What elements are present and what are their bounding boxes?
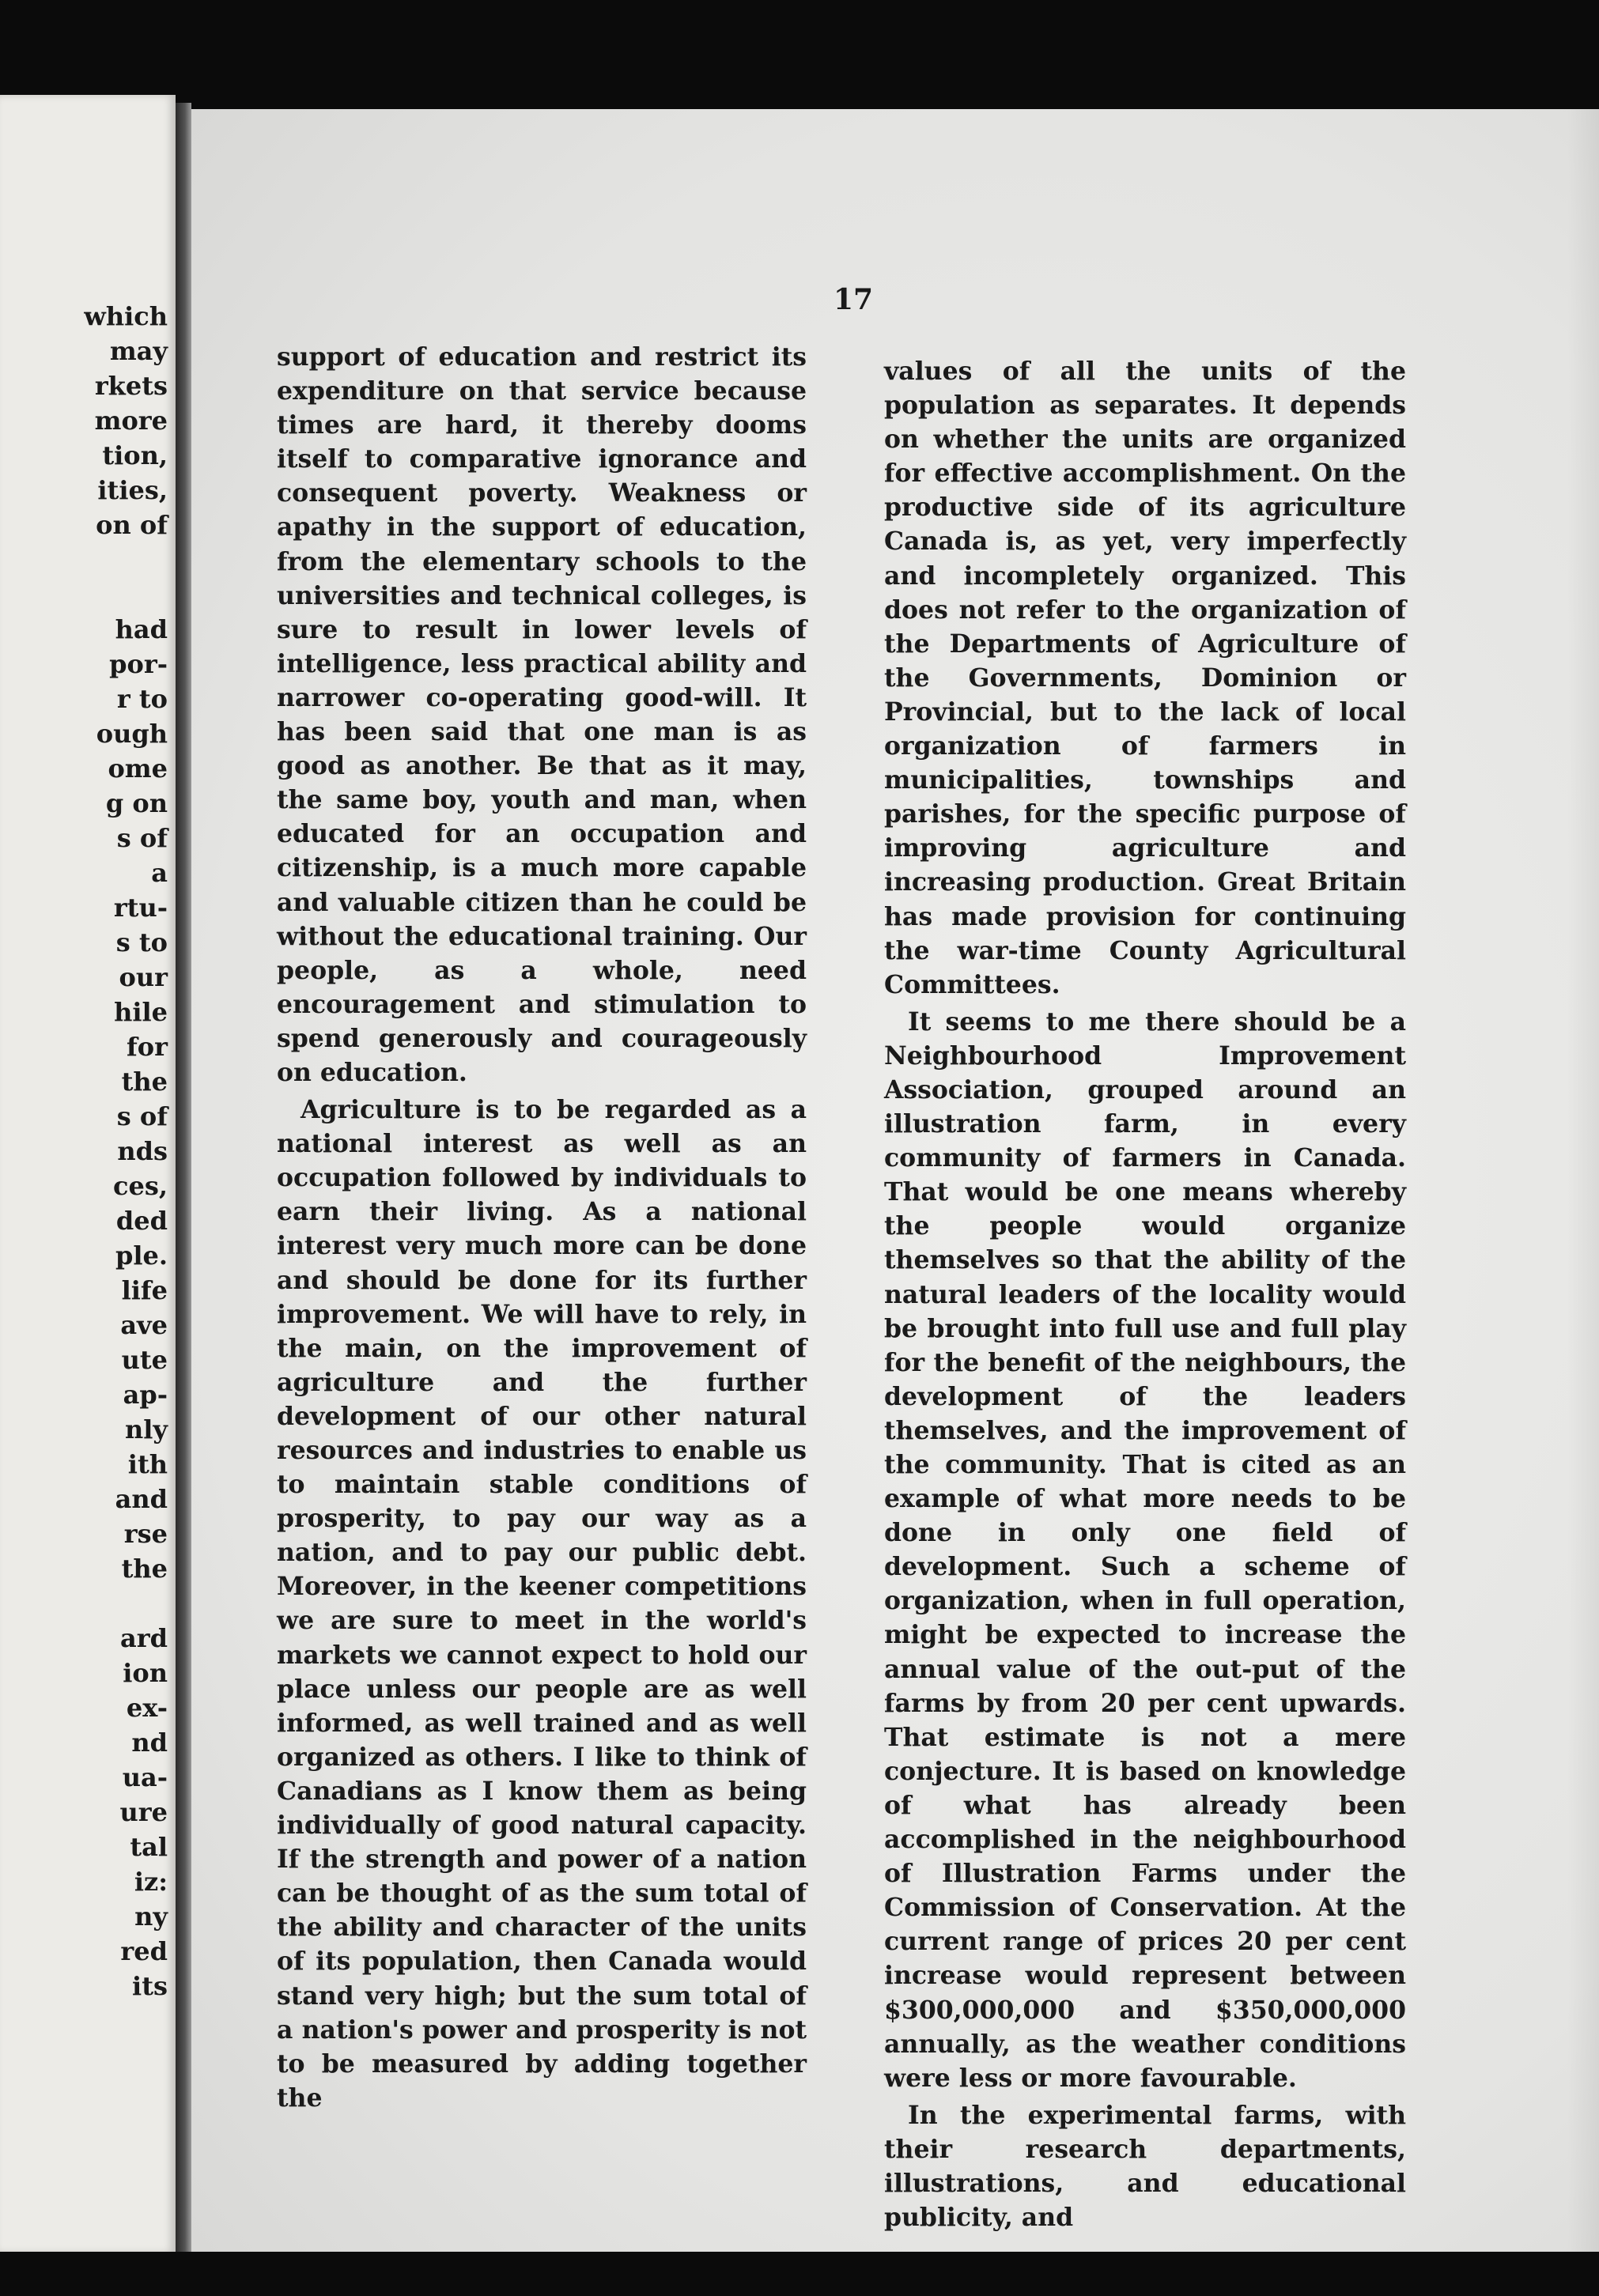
facing-page-line: tal [130,1832,168,1862]
facing-page-line: nds [117,1136,168,1166]
facing-page-line: more [94,406,168,436]
facing-page-line: may [109,336,168,366]
facing-page-line: ith [127,1449,168,1479]
facing-page-line: its [132,1971,168,2001]
facing-page-line: the [121,1067,168,1097]
facing-page-line: rkets [94,371,168,401]
facing-page-line: ple. [115,1241,168,1271]
previous-page-fragment [0,95,176,2253]
facing-page-line: hile [114,997,168,1027]
facing-page-line: our [119,962,168,992]
page-edge-shadow [1567,109,1599,2252]
facing-page-line: rse [123,1519,168,1549]
facing-page-line: ces, [113,1171,168,1201]
page-number: 17 [834,283,874,316]
facing-page-line: ities, [97,475,168,505]
facing-page-line: life [121,1275,168,1305]
facing-page-line: and [115,1484,168,1514]
facing-page-line: ough [96,719,168,749]
facing-page-line: tion, [102,440,168,470]
paragraph: In the experimental farms, with their research departments, illustrations, and educational publicity, and [884,2100,1406,2233]
facing-page-line: rtu- [113,893,168,923]
facing-page-line: s of [116,823,168,853]
facing-page-line: ny [134,1901,168,1932]
facing-page-line: ute [121,1345,168,1375]
facing-page-line: nd [131,1728,168,1758]
facing-page-line: ure [119,1797,168,1827]
facing-page-line: had [115,614,168,644]
left-text-column [277,340,807,2115]
facing-page-line: iz: [134,1867,168,1897]
facing-page-line: ion [123,1658,168,1688]
facing-page-line: g on [105,788,168,818]
paragraph: It seems to me there should be a Neighbourhood Improvement Association, grouped around an illustration farm, in every community of farmers in Canada. That would be one means whereby the people would organize themselves so that the ability of the natural leaders of the locality would be brought into full use and full play for the benefit of the neighbours, the development of the leaders themselves, and the improvement of the community. That is cited as an example of what more needs to be done in only one field of development. Such a scheme of organization, when in full operation, might be expected to increase the annual value of the out-put of the farms by from 20 per cent upwards. That estimate is not a mere conjecture. It is based on knowledge of what has already been accomplished in the neighbourhood of Illustration Farms under the Commission of Conservation. At the current range of prices 20 per cent increase would represent between $300,000,000 and $350,000,000 annually, as the weather conditions were less or more favourable. [884,1006,1406,2093]
facing-page-line: por- [109,649,168,679]
facing-page-line: ome [108,753,168,784]
facing-page-line: which [84,301,168,331]
facing-page-line: r to [116,684,168,714]
paragraph: support of education and restrict its expenditure on that service because times are hard, it thereby dooms itself to comparative ignorance and consequent poverty. Weakness or apathy in the support of education, from the elementary schools to the universities and technical colleges, is sure to result in lower levels of intelligence, less practical ability and narrower co-operating good-will. It has been said that one man is as good as another. Be that as it may, the same boy, youth and man, when educated for an occupation and citizenship, is a much more capable and valuable citizen than he could be without the educational training. Our people, as a whole, need encouragement and stimulation to spend generously and courageously on education. [277,342,807,1087]
scan-border [0,2252,1599,2296]
paragraph: values of all the units of the population as separates. It depends on whether the units are organized for effective accomplishment. On the productive side of its agriculture Canada is, as yet, very imperfectly and incompletely organized. This does not refer to the organization of the Departments of Agriculture of the Governments, Dominion or Provincial, but to the lack of local organization of farmers in municipalities, townships and parishes, for the specific purpose of improving agriculture and increasing production. Great Britain has made provision for continuing the war-time County Agricultural Committees. [884,357,1406,999]
facing-page-line: ave [120,1310,168,1340]
paragraph: Agriculture is to be regarded as a national interest as well as an occupation followed by individuals to earn their living. As a national interest very much more can be done and should be done for its further improvement. We will have to rely, in the main, on the improvement of agriculture and the further development of our other natural resources and industries to enable us to maintain stable conditions of prosperity, to pay our way as a nation, and to pay our public debt. Moreover, in the keener competitions we are sure to meet in the world's markets we cannot expect to hold our place unless our people are as well informed, as well trained and as well organized as others. I like to think of Canadians as I know them as being individually of good natural capacity. If the strength and power of a nation can be thought of as the sum total of the ability and character of the units of its population, then Canada would stand very high; but the sum total of a nation's power and prosperity is not to be measured by adding together the [277,1095,807,2113]
facing-page-line: on of [96,510,168,540]
facing-page-line: ua- [122,1762,168,1792]
facing-page-line: a [151,858,168,888]
right-text-column [884,354,1406,2234]
facing-page-line: s to [115,927,168,957]
facing-page-line: red [120,1936,168,1966]
facing-page-line: the [121,1554,168,1584]
facing-page-line: for [127,1032,168,1062]
facing-page-line: ded [115,1206,168,1236]
facing-page-line: ard [120,1623,168,1653]
facing-page-line: ap- [123,1380,168,1410]
page-gutter [176,103,191,2253]
facing-page-line: s of [116,1101,168,1131]
facing-page-line: ex- [126,1693,168,1723]
facing-page-line: nly [124,1414,168,1444]
